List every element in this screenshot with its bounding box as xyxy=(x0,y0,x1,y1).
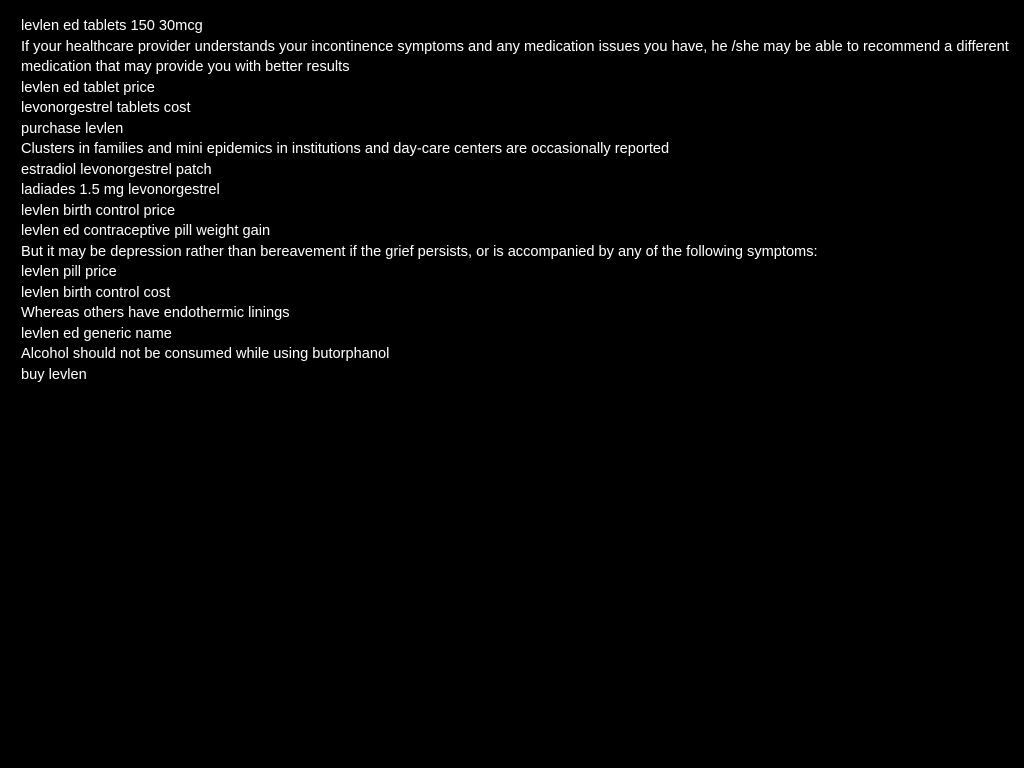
text-lines xyxy=(21,16,1011,385)
text-line: purchase levlen xyxy=(21,120,124,137)
text-line: levlen birth control price xyxy=(21,202,176,219)
text-line: buy levlen xyxy=(21,366,87,383)
text-line: If your healthcare provider understands your incontinence symptoms and any medication issues you have, he /she may be able to recommend a different medication that may provide you with better results xyxy=(21,38,1009,75)
text-line: levlen ed tablet price xyxy=(21,79,155,96)
text-line: ladiades 1.5 mg levonorgestrel xyxy=(21,182,220,198)
text-line: levlen ed tablets 150 30mcg xyxy=(21,18,203,34)
text-line: estradiol levonorgestrel patch xyxy=(21,161,212,178)
text-line: Whereas others have endothermic linings xyxy=(21,305,290,321)
text-line: But it may be depression rather than bereavement if the grief persists, or is accompanied by any of the following symptoms: xyxy=(21,243,818,260)
text-line: levlen birth control cost xyxy=(21,284,171,301)
text-line: Clusters in families and mini epidemics in institutions and day-care centers are occasionally reported xyxy=(21,141,670,157)
text-line: levonorgestrel tablets cost xyxy=(21,100,191,116)
text-line: levlen pill price xyxy=(21,264,117,280)
text-line: levlen ed generic name xyxy=(21,325,172,342)
text-line: levlen ed contraceptive pill weight gain xyxy=(21,223,271,239)
text-line: Alcohol should not be consumed while using butorphanol xyxy=(21,346,390,362)
